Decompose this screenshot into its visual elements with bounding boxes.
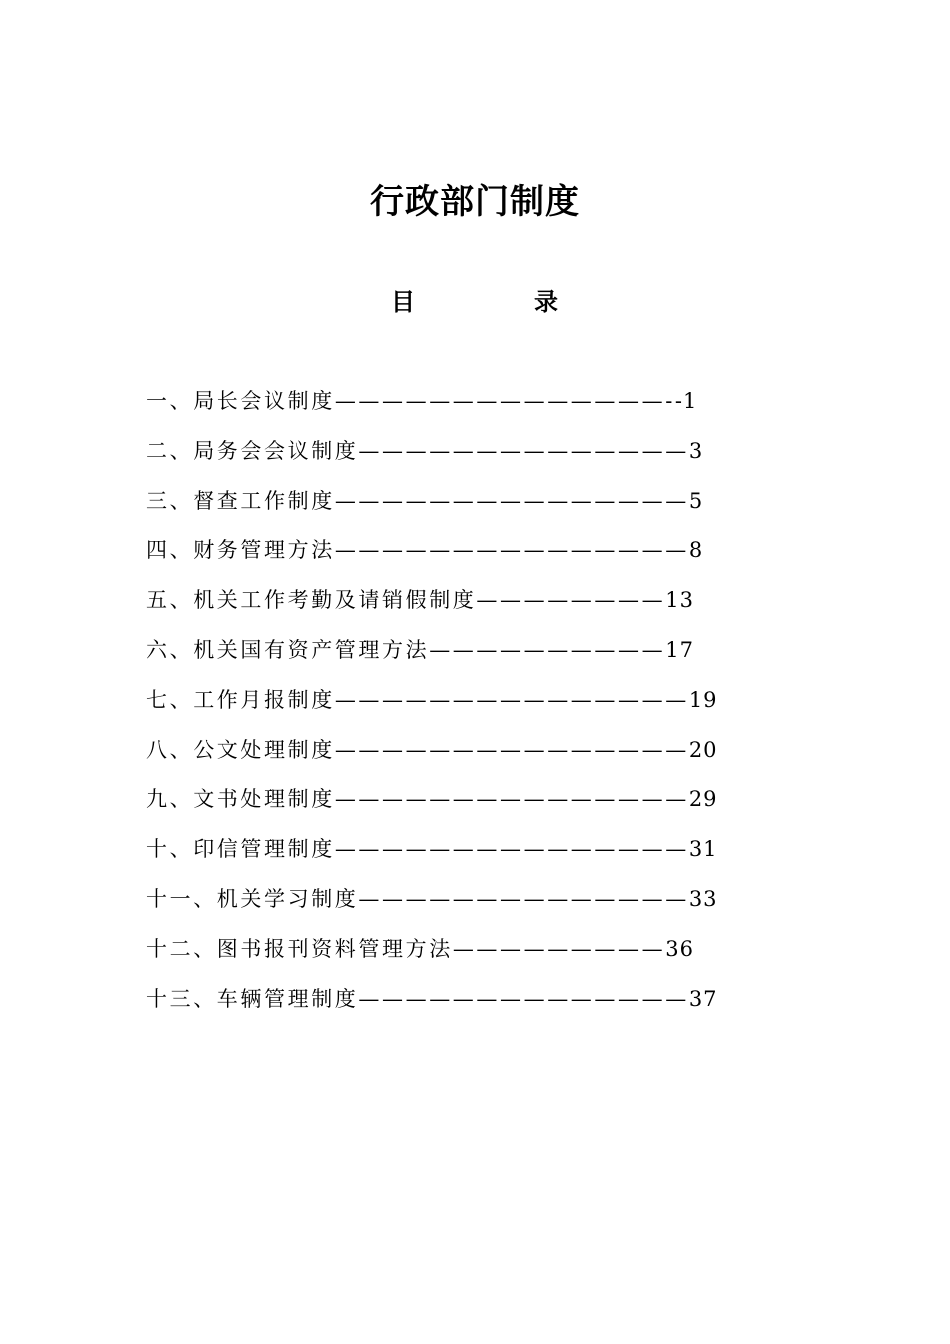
document-title: 行政部门制度: [370, 182, 580, 222]
toc-entry[interactable]: [146, 876, 718, 926]
table-of-contents: [146, 378, 718, 1025]
toc-entry-leader: ————————: [476, 588, 666, 613]
toc-entry[interactable]: [146, 727, 718, 777]
toc-entry-label: 三、督查工作制度: [146, 488, 335, 513]
toc-entry[interactable]: [146, 677, 718, 727]
toc-heading: [0, 282, 950, 322]
toc-entry[interactable]: [146, 527, 706, 577]
toc-entry[interactable]: [146, 826, 718, 876]
toc-entry-leader: ——————————————: [358, 986, 689, 1011]
toc-entry-leader: —————————: [452, 936, 666, 961]
toc-entry-page: 8: [688, 538, 704, 563]
toc-entry[interactable]: [146, 577, 706, 627]
toc-entry-label: 十、印信管理制度: [146, 837, 335, 862]
toc-entry-leader: ———————————————: [334, 737, 689, 762]
toc-entry[interactable]: [146, 478, 706, 528]
toc-entry-page: 3: [688, 438, 704, 463]
toc-entry-page: 5: [688, 488, 704, 513]
toc-entry-label: 二、局务会会议制度: [146, 438, 359, 463]
toc-entry-page: 29: [688, 787, 718, 812]
toc-entry-leader: ——————————————: [358, 886, 689, 911]
toc-entry-page: 13: [665, 588, 694, 613]
toc-entry-label: 十一、机关学习制度: [146, 886, 359, 911]
toc-entry-leader: ———————————————: [334, 687, 689, 712]
toc-entry-label: 五、机关工作考勤及请销假制度: [146, 588, 477, 613]
toc-entry[interactable]: [146, 378, 706, 428]
toc-entry-page: 36: [665, 936, 694, 961]
toc-entry-page: 20: [688, 737, 718, 762]
toc-entry-leader: ——————————————-: [334, 389, 675, 413]
toc-heading-char-2: 录: [534, 287, 558, 316]
toc-entry-label: 八、公文处理制度: [146, 737, 335, 762]
toc-entry-label: 十三、车辆管理制度: [146, 986, 359, 1011]
toc-entry-label: 十二、图书报刊资料管理方法: [146, 936, 453, 961]
toc-entry[interactable]: [146, 926, 706, 976]
toc-heading-char-1: 目: [391, 287, 415, 316]
toc-entry-page: 33: [688, 886, 718, 911]
toc-entry-page: 17: [665, 637, 694, 662]
toc-entry-page: 31: [688, 837, 718, 862]
toc-entry-page: 19: [688, 687, 718, 712]
toc-entry-page: -1: [674, 389, 698, 413]
toc-entry-label: 四、财务管理方法: [146, 538, 335, 563]
toc-entry[interactable]: [146, 627, 706, 677]
toc-entry[interactable]: [146, 776, 718, 826]
toc-entry-label: 九、文书处理制度: [146, 787, 335, 812]
toc-entry-label: 六、机关国有资产管理方法: [146, 637, 430, 662]
toc-entry-leader: ———————————————: [334, 488, 689, 513]
toc-entry-leader: ———————————————: [334, 538, 689, 563]
toc-entry-leader: ——————————: [429, 637, 666, 662]
toc-entry[interactable]: [146, 428, 706, 478]
toc-entry-leader: ——————————————: [358, 438, 689, 463]
toc-entry-label: 一、局长会议制度: [146, 389, 335, 413]
toc-entry-leader: ———————————————: [334, 837, 689, 862]
toc-entry[interactable]: [146, 976, 718, 1026]
toc-entry-page: 37: [688, 986, 718, 1011]
toc-entry-leader: ———————————————: [334, 787, 689, 812]
toc-entry-label: 七、工作月报制度: [146, 687, 335, 712]
